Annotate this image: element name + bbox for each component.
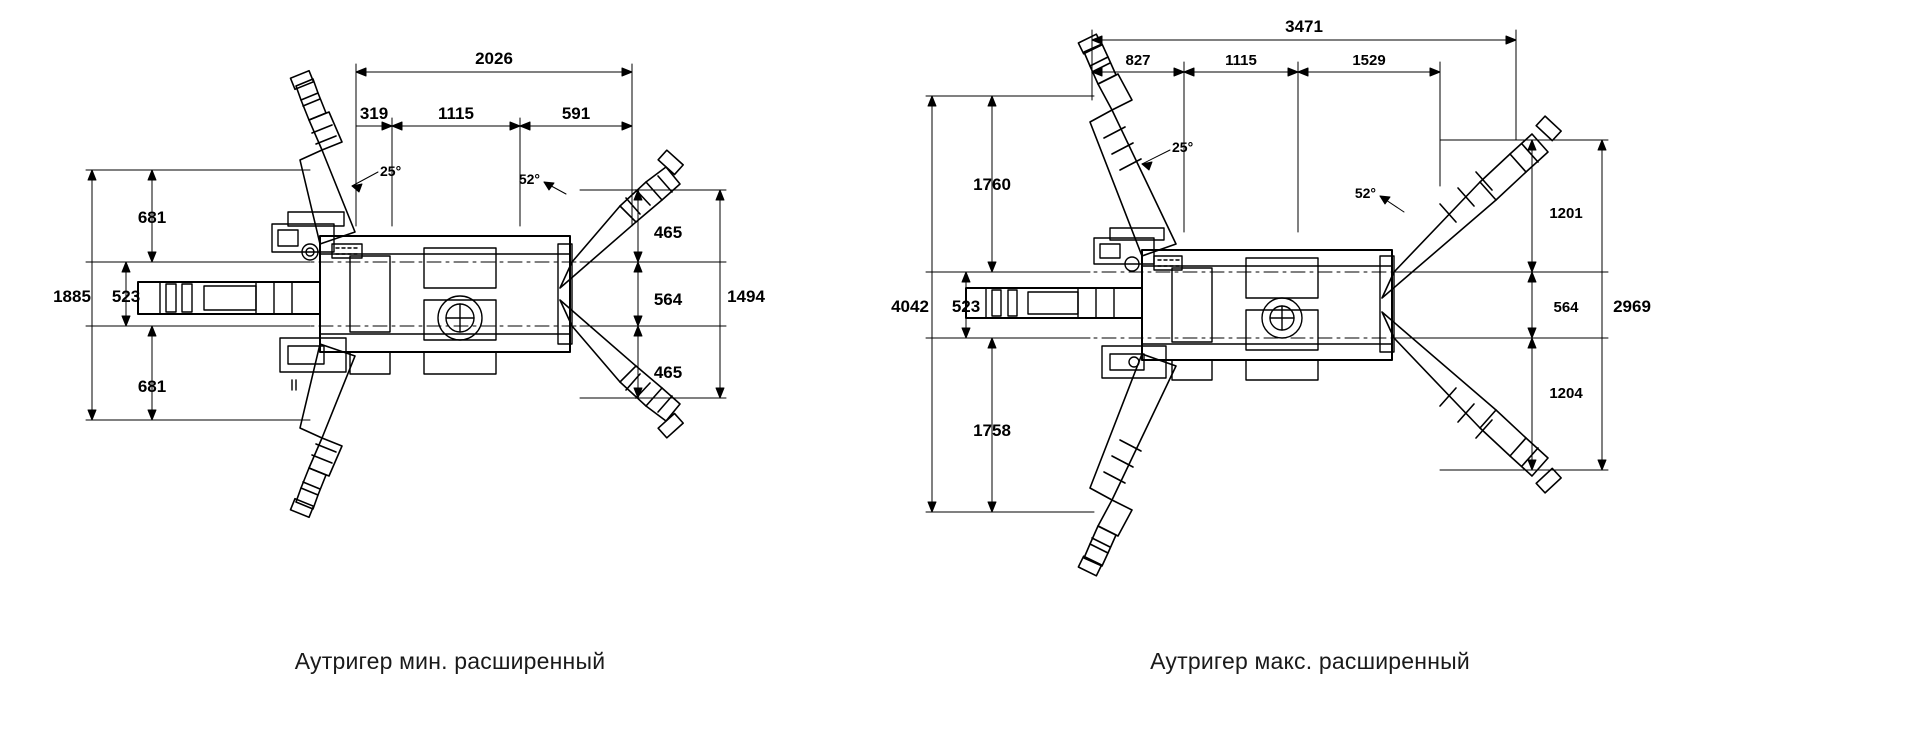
dim-left-overall: 4042 bbox=[891, 297, 929, 316]
dim-left-overall: 1885 bbox=[53, 287, 91, 306]
dim-left-center: 523 bbox=[111, 287, 141, 306]
caption-outrigger-max: Аутригер макс. расширенный bbox=[1150, 648, 1470, 674]
angle-upper-label: 25° bbox=[380, 163, 402, 179]
caption-outrigger-min: Аутригер мин. расширенный bbox=[294, 648, 606, 674]
dim-right-upper: 1201 bbox=[1549, 205, 1583, 222]
dim-top-center: 1115 bbox=[1225, 52, 1257, 69]
dim-right-center: 564 bbox=[653, 290, 683, 309]
dim-left-center: 523 bbox=[951, 297, 981, 316]
outrigger-min-drawing bbox=[20, 0, 880, 640]
angle-lower-label: 52° bbox=[1354, 185, 1376, 201]
dim-top-overall: 3471 bbox=[1285, 17, 1323, 36]
dim-right-overall: 1494 bbox=[727, 287, 765, 306]
dim-right-overall: 2969 bbox=[1613, 297, 1651, 316]
dim-left-lower: 1758 bbox=[973, 421, 1011, 440]
dim-right-upper: 465 bbox=[653, 223, 683, 242]
angle-lower-label: 52° bbox=[518, 171, 540, 187]
dim-right-lower: 465 bbox=[653, 363, 683, 382]
dim-top-left: 319 bbox=[359, 104, 389, 123]
dim-left-upper: 1760 bbox=[973, 175, 1011, 194]
dim-left-lower: 681 bbox=[137, 377, 167, 396]
drawing-panel-outrigger-max bbox=[880, 0, 1740, 755]
dim-top-left: 827 bbox=[1125, 52, 1151, 69]
dim-right-center: 564 bbox=[1553, 299, 1579, 316]
drawing-panel-outrigger-min bbox=[20, 0, 880, 755]
outrigger-max-drawing bbox=[880, 0, 1740, 640]
dim-top-overall: 2026 bbox=[475, 49, 513, 68]
dim-top-right: 1529 bbox=[1352, 52, 1386, 69]
dim-right-lower: 1204 bbox=[1549, 385, 1583, 402]
dim-top-center: 1115 bbox=[438, 104, 474, 123]
angle-upper-label: 25° bbox=[1172, 139, 1194, 155]
dim-left-upper: 681 bbox=[137, 208, 167, 227]
dim-top-right: 591 bbox=[561, 104, 591, 123]
